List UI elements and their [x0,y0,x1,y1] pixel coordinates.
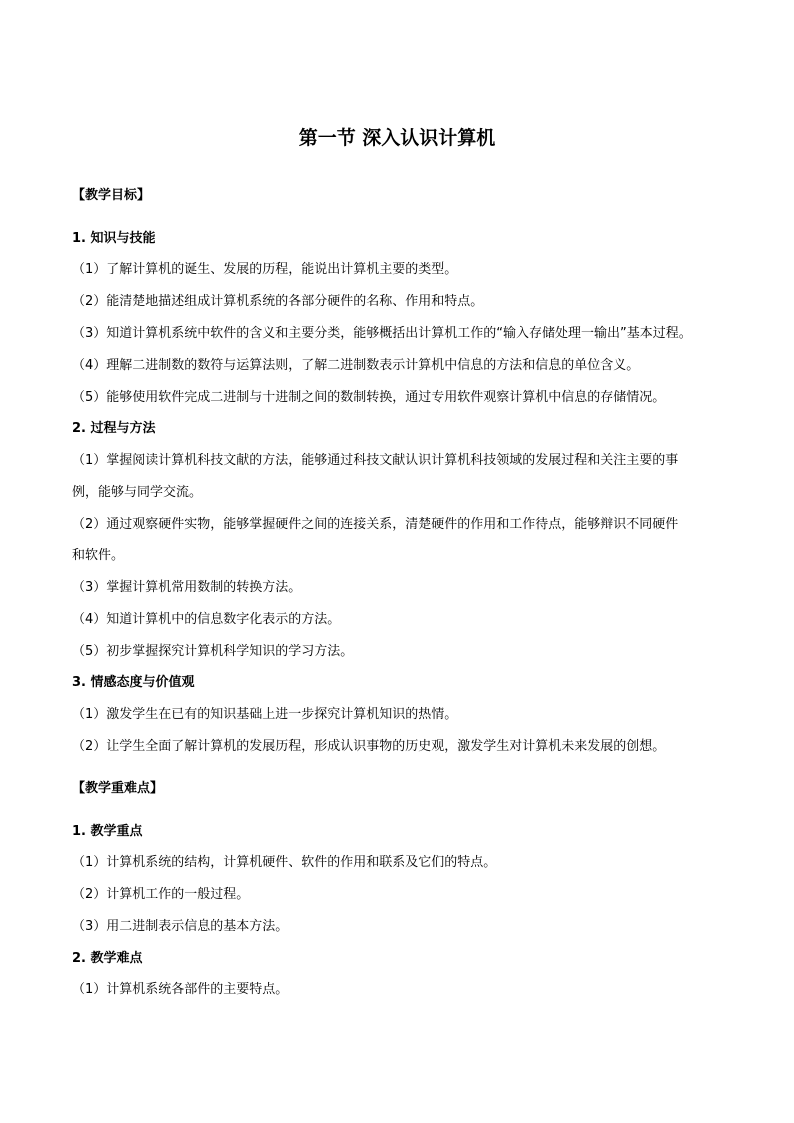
list-item: （2）通过观察硬件实物，能够掌握硬件之间的连接关系，清楚硬件的作用和工作待点，能够辩识不同硬件 [72,517,679,532]
page-title: 第一节 深入认识计算机 [298,127,496,149]
list-item: （5）初步掌握探究计算机科学知识的学习方法。 [72,644,354,659]
section-heading-key-points: 【教学重难点】 [72,781,164,796]
list-item: （2）能清楚地描述组成计算机系统的各部分硬件的名称、作用和特点。 [72,294,484,309]
list-item: （2）计算机工作的一般过程。 [72,887,250,902]
list-item: （4）理解二进制数的数符与运算法则，了解二进制数表示计算机中信息的方法和信息的单位含义。 [72,358,640,373]
list-item: （3）知道计算机系统中软件的含义和主要分类，能够概括出计算机工作的“输入存储处理一输出”基本过程。 [72,326,692,341]
list-item: （3）用二进制表示信息的基本方法。 [72,919,289,934]
list-item: （4）知道计算机中的信息数字化表示的方法。 [72,612,341,627]
list-item: （1）激发学生在已有的知识基础上进一步探究计算机知识的热情。 [72,707,458,722]
section-heading-objectives: 【教学目标】 [72,188,151,203]
list-item: （1）掌握阅读计算机科技文献的方法，能够通过科技文献认识计算机科技领域的发展过程和关注主要的事 [72,453,679,468]
list-item: （1）计算机系统的结构，计算机硬件、软件的作用和联系及它们的特点。 [72,855,497,870]
subheading-teaching-focus: 1. 教学重点 [72,824,143,839]
list-item: （2）让学生全面了解计算机的发展历程，形成认识事物的历史观，激发学生对计算机未来发展的创想。 [72,739,666,754]
list-item: 例，能够与同学交流。 [72,485,203,500]
subheading-teaching-difficulty: 2. 教学难点 [72,951,143,966]
subheading-attitude-values: 3. 情感态度与价值观 [72,675,195,690]
list-item: （3）掌握计算机常用数制的转换方法。 [72,580,302,595]
list-item: （1）了解计算机的诞生、发展的历程，能说出计算机主要的类型。 [72,262,458,277]
list-item: （5）能够使用软件完成二进制与十进制之间的数制转换，通过专用软件观察计算机中信息的存储情况。 [72,390,666,405]
list-item: （1）计算机系统各部件的主要特点。 [72,982,289,997]
subheading-knowledge-skills: 1. 知识与技能 [72,231,156,246]
list-item: 和软件。 [72,548,125,563]
subheading-process-methods: 2. 过程与方法 [72,421,156,436]
